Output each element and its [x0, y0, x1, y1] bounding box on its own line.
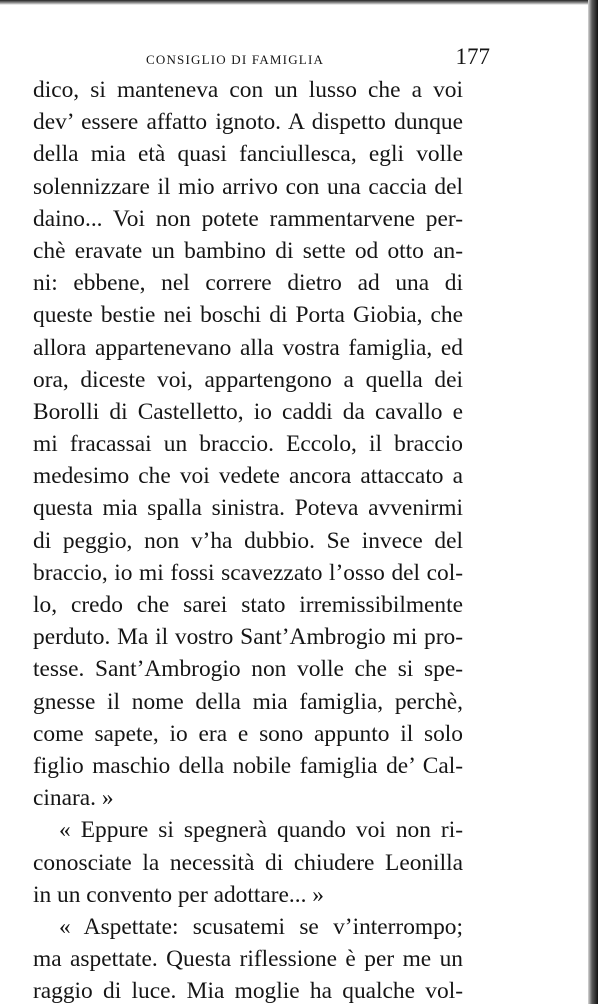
text-line: perduto. Ma il vostro Sant’Ambrogio mi pro- [33, 624, 463, 651]
text-line: daino... Voi non potete rammentarvene per- [33, 205, 463, 232]
text-line: ora, diceste voi, appartengono a quella dei [33, 366, 463, 393]
text-line: dico, si manteneva con un lusso che a voi [33, 77, 463, 103]
text-line: Borolli di Castelletto, io caddi da cavallo e [33, 398, 463, 425]
text-line: « Eppure si spegnerà quando voi non ri- [59, 817, 463, 844]
text-line: cinara. » [33, 785, 114, 812]
text-line: questa mia spalla sinistra. Poteva avvenirmi [33, 495, 463, 522]
text-line: lo, credo che sarei stato irremissibilmente [33, 592, 463, 618]
text-line: medesimo che voi vedete ancora attaccato a [33, 463, 463, 490]
page-header [86, 44, 490, 76]
text-line: mi fracassai un braccio. Eccolo, il braccio [33, 431, 463, 458]
text-line: dev’ essere affatto ignoto. A dispetto dunque [33, 109, 463, 136]
text-line: come sapete, io era e sono appunto il solo [33, 720, 463, 747]
text-line: allora appartenevano alla vostra famiglia, ed [33, 334, 463, 361]
text-line: in un convento per adottare... » [33, 881, 324, 908]
text-line: solennizzare il mio arrivo con una caccia del [33, 173, 463, 200]
text-line: della mia età quasi fanciullesca, egli volle [33, 141, 463, 168]
text-line: conosciate la necessità di chiudere Leonilla [33, 849, 463, 876]
text-line: chè eravate un bambino di sette od otto an- [33, 237, 463, 264]
text-line: ni: ebbene, nel correre dietro ad una di [33, 270, 463, 297]
page-number: 177 [455, 44, 490, 69]
text-line: raggio di luce. Mia moglie ha qualche vol- [33, 978, 463, 1005]
text-line: di peggio, non v’ha dubbio. Se invece del [33, 527, 463, 554]
body-text [33, 74, 463, 1007]
running-head: CONSIGLIO DI FAMIGLIA [146, 52, 325, 67]
scan-edge-top [0, 0, 598, 5]
text-line: figlio maschio della nobile famiglia de’ Cal- [33, 752, 463, 779]
text-line: tesse. Sant’Ambrogio non volle che si spe- [33, 656, 463, 683]
scan-edge-right [588, 0, 598, 1004]
text-line: queste bestie nei boschi di Porta Giobia, che [33, 302, 463, 329]
text-line: « Aspettate: scusatemi se v’interrompo; [59, 913, 463, 940]
text-line: ma aspettate. Questa riflessione è per me un [33, 946, 463, 973]
text-line: gnesse il nome della mia famiglia, perchè, [33, 688, 463, 715]
text-line: braccio, io mi fossi scavezzato l’osso del col- [33, 559, 463, 586]
